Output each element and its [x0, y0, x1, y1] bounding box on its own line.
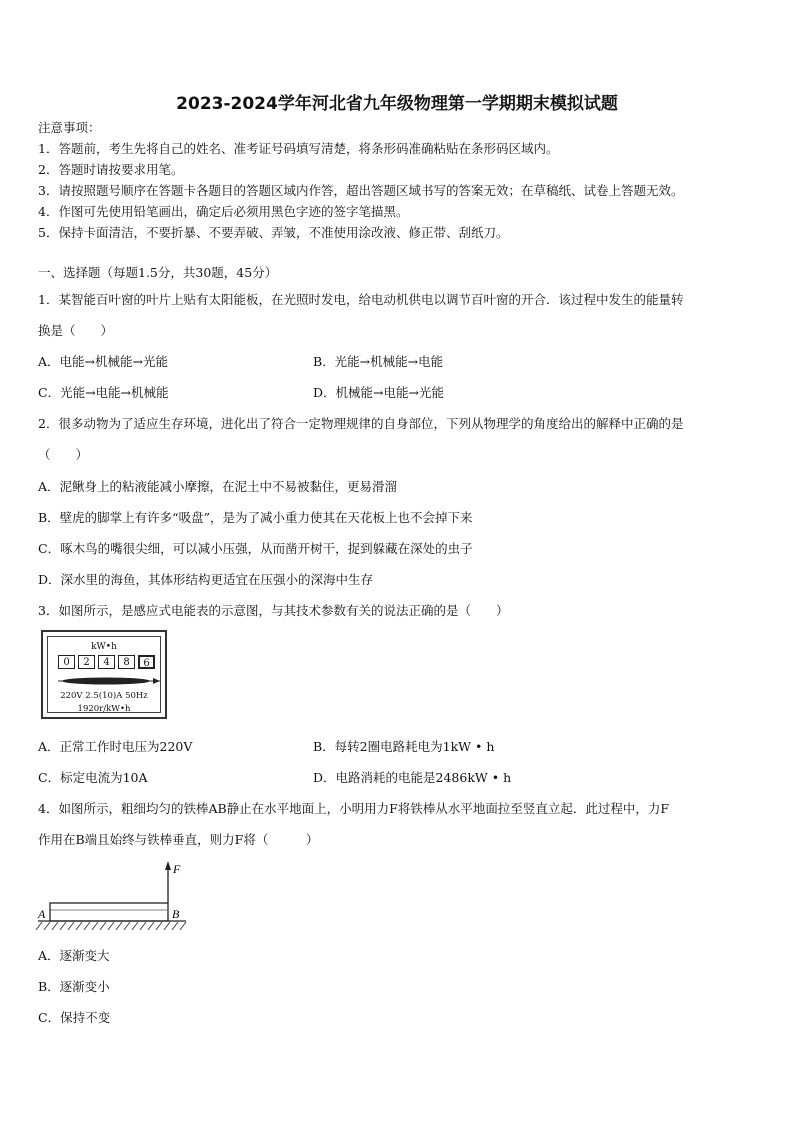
iron-rod: [50, 903, 168, 921]
meter-spec-revolutions: 1920r/kW•h: [77, 704, 131, 714]
exam-title: 2023-2024学年河北省九年级物理第一学期期末模拟试题: [176, 94, 618, 114]
q4-stem-line2: 作用在B端且始终与铁棒垂直，则力F将（ ）: [38, 832, 319, 847]
q4-option-c: C．保持不变: [38, 1010, 111, 1025]
meter-spec-voltage-current: 220V 2.5(10)A 50Hz: [60, 691, 148, 701]
q4-option-a: A．逐渐变大: [38, 948, 110, 963]
label-a: A: [38, 907, 46, 921]
meter-digit: 8: [118, 655, 135, 669]
notice-item-3: 3．请按照题号顺序在答题卡各题目的答题区域内作答，超出答题区域书写的答案无效；在草稿纸、试卷上答题无效。: [38, 183, 684, 198]
meter-digit: 0: [58, 655, 75, 669]
meter-digit: 2: [78, 655, 95, 669]
section-heading: 一、选择题（每题1.5分，共30题，45分）: [38, 265, 278, 280]
notice-item-2: 2．答题时请按要求用笔。: [38, 162, 184, 177]
electric-meter-figure: [41, 630, 167, 719]
notice-item-5: 5．保持卡面清洁，不要折暴、不要弄破、弄皱，不准使用涂改液、修正带、刮纸刀。: [38, 225, 509, 240]
q3-option-c: C．标定电流为10A: [38, 770, 148, 785]
q1-option-d: D．机械能→电能→光能: [313, 385, 444, 400]
q1-stem-line2: 换是（ ）: [38, 323, 114, 338]
q3-option-b: B．每转2圈电路耗电为1kW • h: [313, 739, 495, 754]
iron-rod-figure: [34, 858, 196, 936]
notice-item-1: 1．答题前，考生先将自己的姓名、准考证号码填写清楚，将条形码准确粘贴在条形码区域内。: [38, 141, 559, 156]
q2-stem-line2: （ ）: [38, 447, 89, 462]
q1-option-c: C．光能→电能→机械能: [38, 385, 169, 400]
meter-face: [47, 636, 161, 713]
q2-option-b: B．壁虎的脚掌上有许多“吸盘”，是为了减小重力使其在天花板上也不会掉下来: [38, 510, 473, 525]
meter-digit-decimal: 6: [138, 655, 155, 669]
meter-digit-window: [58, 655, 158, 669]
q1-option-a: A．电能→机械能→光能: [38, 354, 168, 369]
q3-stem: 3．如图所示，是感应式电能表的示意图，与其技术参数有关的说法正确的是（ ）: [38, 603, 509, 618]
meter-unit-label: kW•h: [91, 642, 117, 652]
notice-heading: 注意事项：: [38, 120, 101, 135]
q2-option-a: A．泥鳅身上的粘液能减小摩擦，在泥土中不易被黏住，更易滑溜: [38, 479, 398, 494]
label-b: B: [172, 907, 180, 921]
label-f: F: [173, 862, 181, 876]
q3-option-a: A．正常工作时电压为220V: [38, 739, 193, 754]
q4-option-b: B．逐渐变小: [38, 979, 110, 994]
q4-stem-line1: 4．如图所示，粗细均匀的铁棒AB静止在水平地面上，小明用力F将铁棒从水平地面拉至竖直立起．此过程中，力F: [38, 801, 670, 816]
q3-option-d: D．电路消耗的电能是2486kW • h: [313, 770, 512, 785]
q2-option-c: C．啄木鸟的嘴很尖细，可以减小压强，从而凿开树干，捉到躲藏在深处的虫子: [38, 541, 473, 556]
q1-option-b: B．光能→机械能→电能: [313, 354, 444, 369]
meter-digit: 4: [98, 655, 115, 669]
q2-option-d: D．深水里的海鱼，其体形结构更适宜在压强小的深海中生存: [38, 572, 374, 587]
q1-stem-line1: 1．某智能百叶窗的叶片上贴有太阳能板，在光照时发电，给电动机供电以调节百叶窗的开合．该过程中发生的能量转: [38, 292, 684, 307]
meter-rotating-disc: [56, 675, 162, 687]
notice-item-4: 4．作图可先使用铅笔画出，确定后必须用黑色字迹的签字笔描黑。: [38, 204, 409, 219]
q2-stem-line1: 2．很多动物为了适应生存环境，进化出了符合一定物理规律的自身部位，下列从物理学的角度给出的解释中正确的是: [38, 416, 684, 431]
